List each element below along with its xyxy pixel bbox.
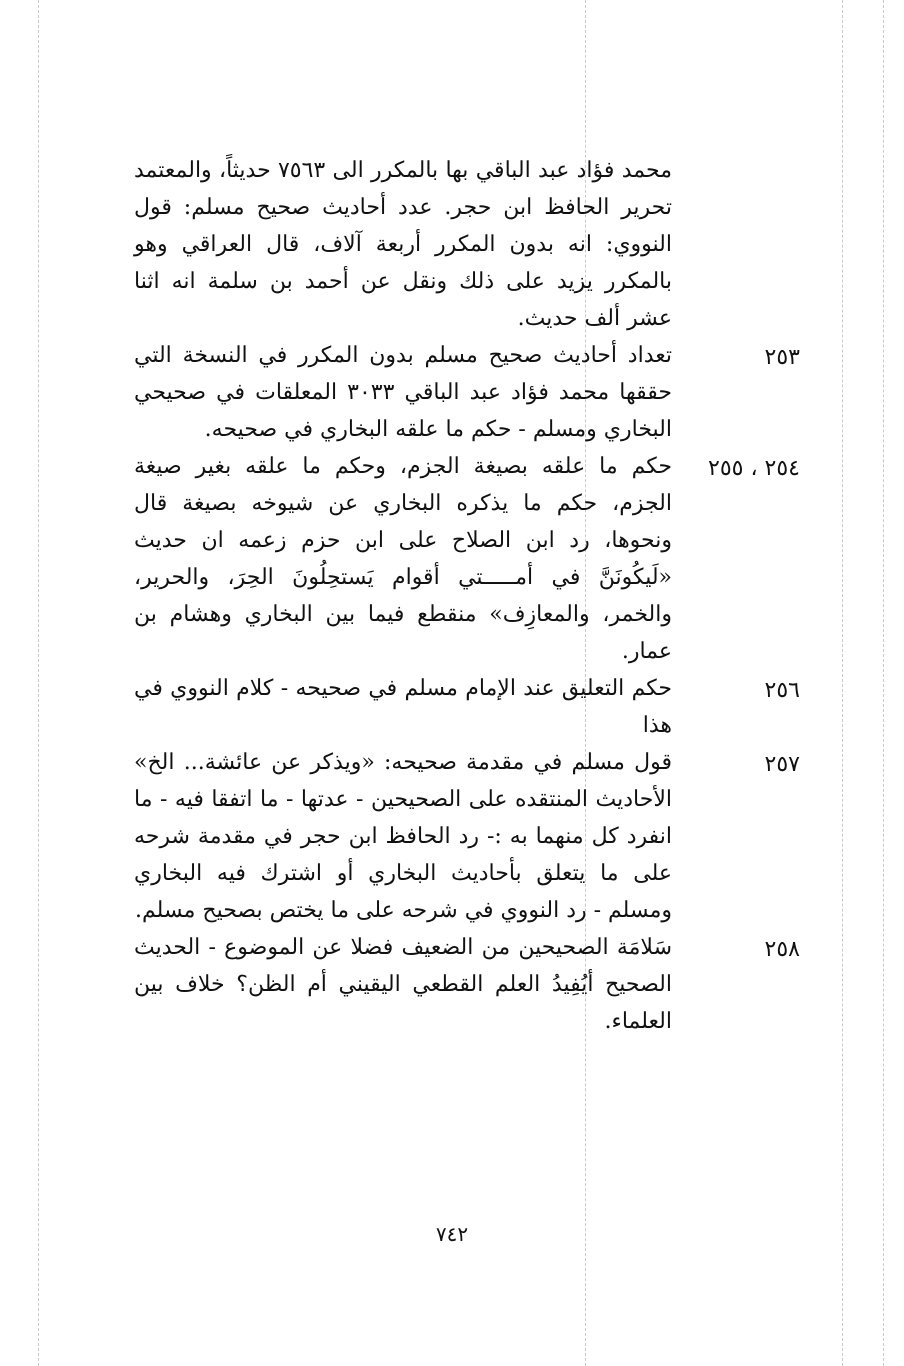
entry-text: قول مسلم في مقدمة صحيحه: «ويذكر عن عائشة... الخ» الأحاديث المنتقده على الصحيحين - عدتها - ما اتفقا فيه - ما انفرد كل منهما به :- رد الحافظ ابن حجر في مقدمة شرحه على ما يتعلق بأحاديث البخاري أو اشترك فيه البخاري ومسلم - رد النووي في شرحه على ما يختص بصحيح مسلم. xyxy=(134,750,672,923)
index-entry xyxy=(130,929,800,1040)
page-number: ٧٤٢ xyxy=(435,1222,469,1246)
entry-text: محمد فؤاد عبد الباقي بها بالمكرر الى ٧٥٦٣ حديثاً، والمعتمد تحرير الحافظ ابن حجر. عدد أحاديث صحيح مسلم: قول النووي: انه بدون المكرر أربعة آلاف، قال العراقي وهو بالمكرر يزيد على ذلك ونقل عن أحمد بن سلمة انه اثنا عشر ألف حديث. xyxy=(134,158,672,331)
entry-page-number: ٢٥٤ ، ٢٥٥ xyxy=(708,456,800,481)
scan-guide-line xyxy=(883,0,884,1366)
entry-page-number: ٢٥٧ xyxy=(764,752,800,777)
entry-text: تعداد أحاديث صحيح مسلم بدون المكرر في النسخة التي حققها محمد فؤاد عبد الباقي ٣٠٣٣ المعلقات في صحيحي البخاري ومسلم - حكم ما علقه البخاري في صحيحه. xyxy=(134,343,672,442)
entry-page-number: ٢٥٦ xyxy=(764,678,800,703)
continuation-entry xyxy=(130,152,800,337)
entry-page-number: ٢٥٣ xyxy=(764,345,800,370)
index-entry xyxy=(130,448,800,670)
index-entry xyxy=(130,670,800,744)
scan-guide-line xyxy=(38,0,39,1366)
entry-text: حكم ما علقه بصيغة الجزم، وحكم ما علقه بغير صيغة الجزم، حكم ما يذكره البخاري عن شيوخه بصيغة قال ونحوها، رد ابن الصلاح على ابن حزم زعمه ان حديث «لَيكُونَنَّ في أمـــــتي أقوام يَستحِلُونَ الحِرَ، والحرير، والخمر، والمعازِف» منقطع فيما بين البخاري وهشام بن عمار. xyxy=(134,454,672,664)
index-entry xyxy=(130,337,800,448)
index-content xyxy=(130,152,800,1040)
entry-page-number: ٢٥٨ xyxy=(764,937,800,962)
entry-text: حكم التعليق عند الإمام مسلم في صحيحه - كلام النووي في هذا xyxy=(134,676,672,738)
index-entry xyxy=(130,744,800,929)
scan-guide-line xyxy=(842,0,843,1366)
entry-text: سَلامَة الصحيحين من الضعيف فضلا عن الموضوع - الحديث الصحيح أيُفِيدُ العلم القطعي اليقيني أم الظن؟ خلاف بين العلماء. xyxy=(134,935,672,1034)
